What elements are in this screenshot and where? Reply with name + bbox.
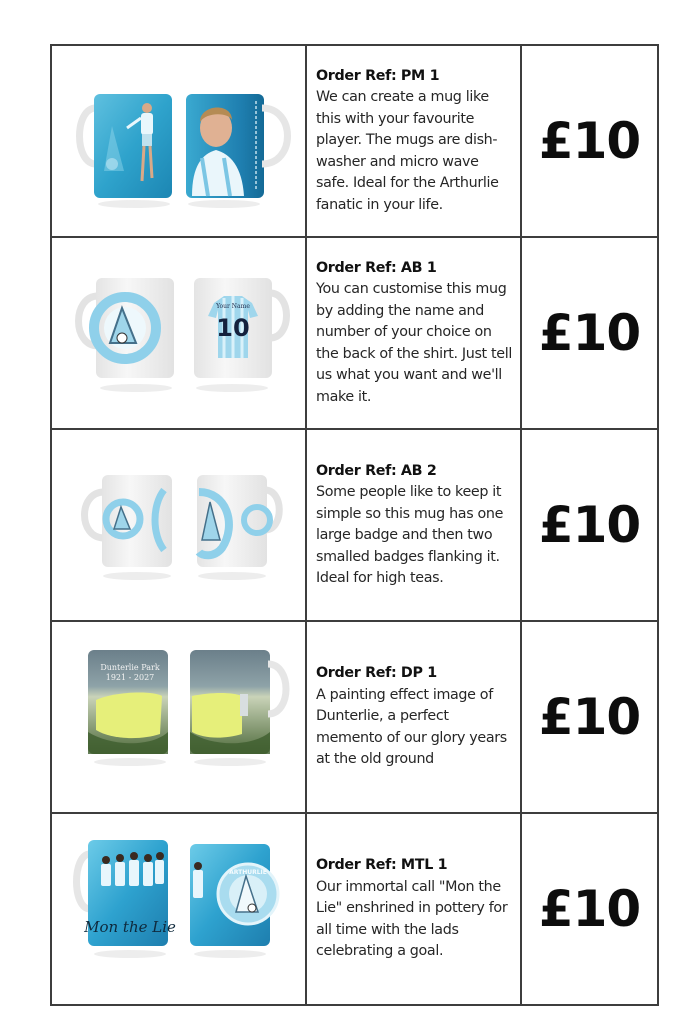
product-price: £10: [521, 45, 658, 237]
badge-and-shirt-mugs-image: [52, 238, 307, 428]
mug-script: Mon the Lie: [84, 918, 176, 936]
mug-caption-line1: Dunterlie Park: [100, 663, 160, 672]
product-description: You can customise this mug by adding the name and number of your choice on the back of the shirt. Just tell us what you want and we'll make it.: [316, 281, 512, 405]
mug-right: [197, 475, 279, 580]
product-description-cell: [306, 237, 521, 429]
product-row-dp1: [51, 621, 658, 813]
mug-left: [85, 475, 173, 580]
product-price: £10: [521, 237, 658, 429]
mug-left: [80, 94, 173, 208]
dunterlie-park-mugs-image: [52, 622, 307, 812]
product-row-mtl1: [51, 813, 658, 1005]
shirt-name: Your Name: [216, 303, 250, 310]
product-price: £10: [521, 429, 658, 621]
product-description: Some people like to keep it simple so this mug has one large badge and then two smalled badges flanking it. Ideal for high teas.: [316, 484, 504, 586]
mug-left: [88, 650, 168, 766]
player-photo-mugs-image: [52, 46, 307, 236]
product-price: £10: [521, 621, 658, 813]
mug-right: [190, 844, 278, 958]
shirt-number: 10: [216, 314, 250, 342]
mug-product-table: [50, 44, 659, 1006]
mon-the-lie-mugs-image: [52, 814, 307, 1004]
order-ref: Order Ref: MTL 1: [316, 857, 448, 874]
product-description-cell: [306, 621, 521, 813]
order-ref: Order Ref: PM 1: [316, 67, 440, 84]
product-description: Our immortal call "Mon the Lie" enshrined in pottery for all time with the lads celebrating a goal.: [316, 878, 508, 960]
product-row-ab1: [51, 237, 658, 429]
product-description-cell: [306, 813, 521, 1005]
product-price: £10: [521, 813, 658, 1005]
order-ref: Order Ref: AB 2: [316, 462, 437, 479]
product-description: A painting effect image of Dunterlie, a perfect memento of our glory years at the old ground: [316, 686, 507, 768]
order-ref: Order Ref: AB 1: [316, 259, 437, 276]
triple-badge-mugs-image: [52, 430, 307, 620]
product-image-cell: [51, 621, 306, 813]
mug-right: [186, 94, 288, 208]
product-description-cell: [306, 45, 521, 237]
badge-text: ARTHURLIE: [229, 869, 267, 876]
product-description: We can create a mug like this with your favourite player. The mugs are dish-washer and micro wave safe. Ideal for the Arthurlie fanatic in your life.: [316, 89, 499, 213]
product-image-cell: [51, 429, 306, 621]
product-row-pm1: [51, 45, 658, 237]
mug-caption-line2: 1921 - 2027: [105, 673, 155, 682]
product-row-ab2: [51, 429, 658, 621]
mug-right: [194, 278, 287, 392]
product-description-cell: [306, 429, 521, 621]
product-image-cell: [51, 813, 306, 1005]
order-ref: Order Ref: DP 1: [316, 665, 437, 682]
mug-left: [79, 278, 175, 392]
product-image-cell: [51, 45, 306, 237]
mug-left: [77, 840, 177, 958]
product-image-cell: [51, 237, 306, 429]
mug-right: [190, 650, 286, 766]
